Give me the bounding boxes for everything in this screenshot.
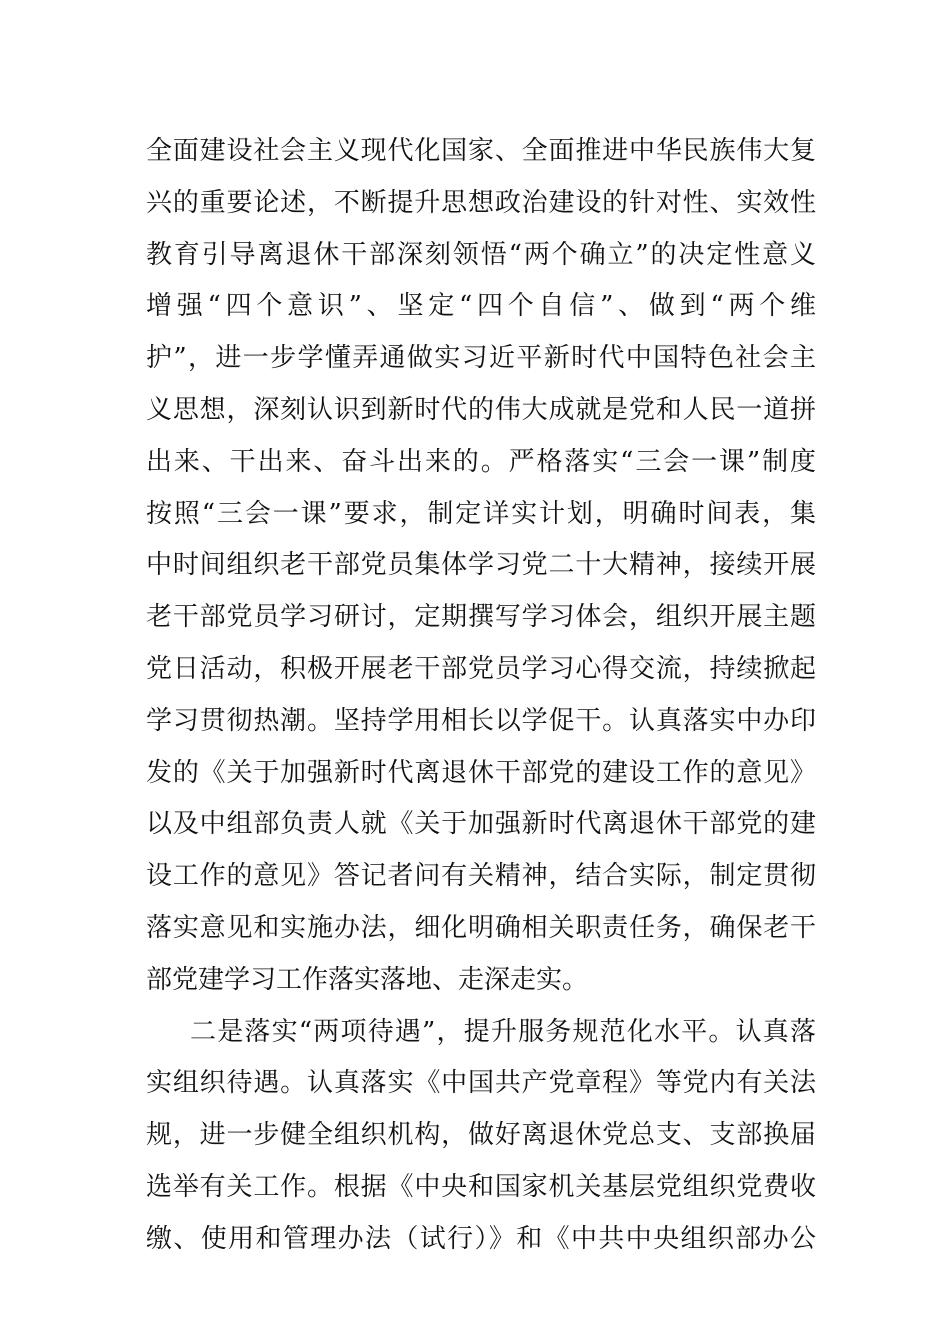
text-line: 选举有关工作。根据《中央和国家机关基层党组织党费收	[146, 1171, 816, 1202]
text-line: 设工作的意见》答记者问有关精神，结合实际，制定贯彻	[146, 861, 816, 892]
text-line: 兴的重要论述，不断提升思想政治建设的针对性、实效性	[146, 187, 816, 218]
text-line: 出来、干出来、奋斗出来的。严格落实“三会一课”制度	[146, 446, 816, 477]
text-line: 党日活动，积极开展老干部党员学习心得交流，持续掀起	[146, 653, 816, 684]
text-line: 义思想，深刻认识到新时代的伟大成就是党和人民一道拼	[146, 394, 816, 425]
text-line: 中时间组织老干部党员集体学习党二十大精神，接续开展	[146, 550, 816, 581]
text-line: 缴、使用和管理办法（试行）》和《中共中央组织部办公	[146, 1223, 816, 1254]
text-line: 全面建设社会主义现代化国家、全面推进中华民族伟大复	[146, 136, 816, 166]
text-line: 教育引导离退休干部深刻领悟“两个确立”的决定性意义	[146, 239, 816, 270]
text-line: 增强“四个意识”、坚定“四个自信”、做到“两个维	[146, 291, 816, 322]
document-body	[146, 126, 816, 1266]
text-line: 发的《关于加强新时代离退休干部党的建设工作的意见》	[146, 757, 816, 788]
text-line: 按照“三会一课”要求，制定详实计划，明确时间表，集	[146, 498, 816, 529]
text-line: 以及中组部负责人就《关于加强新时代离退休干部党的建	[146, 809, 816, 840]
text-line: 护”，进一步学懂弄通做实习近平新时代中国特色社会主	[146, 343, 816, 374]
text-line: 实组织待遇。认真落实《中国共产党章程》等党内有关法	[146, 1068, 816, 1099]
text-line: 学习贯彻热潮。坚持学用相长以学促干。认真落实中办印	[146, 705, 816, 736]
text-line: 规，进一步健全组织机构，做好离退休党总支、支部换届	[146, 1120, 816, 1151]
paragraph-end-line: 部党建学习工作落实落地、走深走实。	[146, 964, 589, 995]
text-line: 落实意见和实施办法，细化明确相关职责任务，确保老干	[146, 912, 816, 943]
paragraph-start-line: 二是落实“两项待遇”，提升服务规范化水平。认真落	[190, 1016, 816, 1047]
text-line: 老干部党员学习研讨，定期撰写学习体会，组织开展主题	[146, 602, 816, 633]
